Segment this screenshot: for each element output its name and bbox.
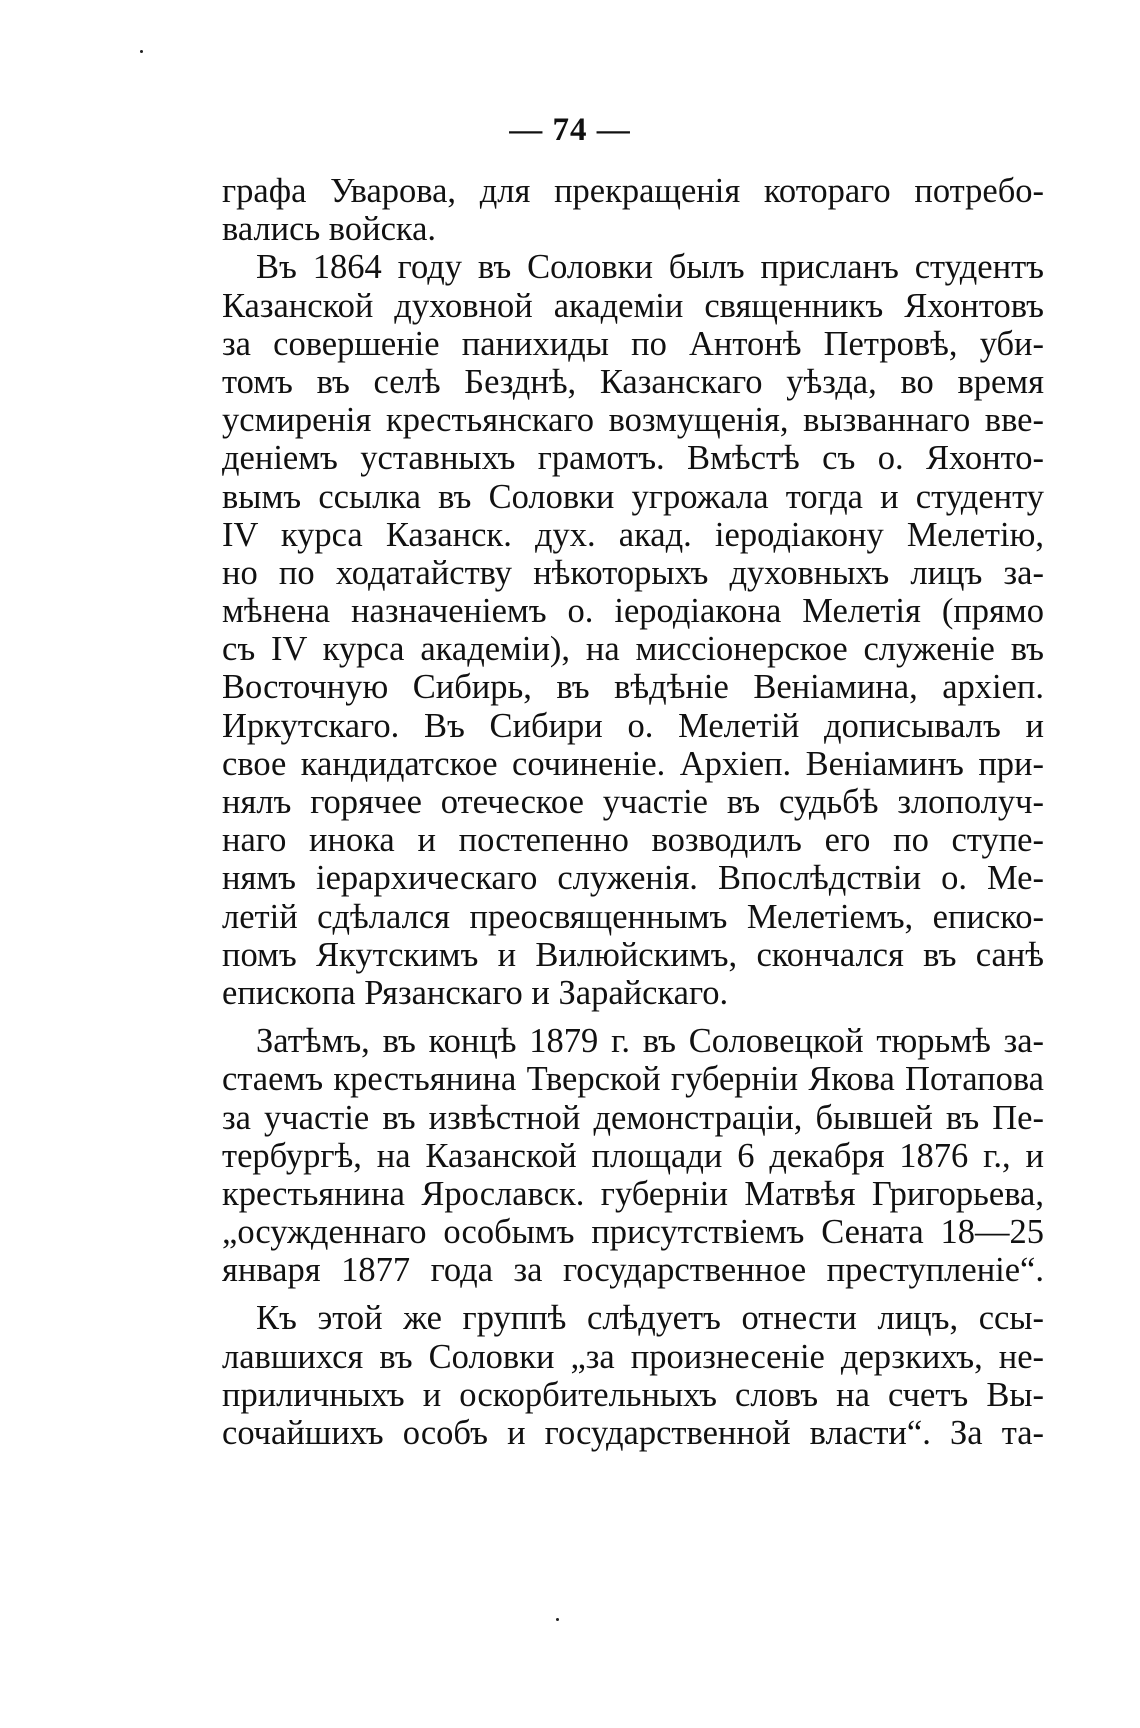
text-line: стаемъ крестьянина Тверской губерніи Якова Потапова [222,1060,1044,1099]
text-line: нямъ іерархическаго служенія. Впослѣдствіи о. Ме- [222,859,1044,898]
text-line: усмиренія крестьянскаго возмущенія, вызваннаго вве- [222,401,1044,440]
text-line: Къ этой же группѣ слѣдуетъ отнести лицъ, ссы- [256,1299,1044,1338]
text-line: „осужденнаго особымъ присутствіемъ Сената 18—25 [222,1213,1044,1252]
text-line: епископа Рязанскаго и Зарайскаго. [222,973,729,1012]
text-line: томъ въ селѣ Безднѣ, Казанскаго уѣзда, во время [222,362,1044,401]
text-line: Иркутскаго. Въ Сибири о. Мелетій дописывалъ и [222,706,1044,745]
text-line: помъ Якутскимъ и Вилюйскимъ, скончался въ санѣ [222,935,1044,974]
text-line: летій сдѣлался преосвященнымъ Мелетіемъ, еписко- [222,897,1044,936]
text-line: деніемъ уставныхъ грамотъ. Вмѣстѣ съ о. Яхонто- [222,439,1044,478]
text-line: вымъ ссылка въ Соловки угрожала тогда и студенту [222,477,1044,516]
text-line: Казанской духовной академіи священникъ Яхонтовъ [222,286,1044,325]
text-line: Восточную Сибирь, въ вѣдѣніе Веніамина, архіеп. [222,668,1044,707]
text-line: лавшихся въ Соловки „за произнесеніе дерзкихъ, не- [222,1337,1044,1376]
text-line: графа Уварова, для прекращенія котораго потребо- [222,172,1044,210]
text-line: крестьянина Ярославск. губерніи Матвѣя Григорьева, [222,1174,1044,1213]
text-line: съ IV курса академіи), на миссіонерское служеніе въ [222,630,1044,669]
paragraph-4 [222,1299,1044,1452]
text-line: тербургѣ, на Казанской площади 6 декабря 1876 г., и [222,1136,1044,1175]
print-speck [140,50,143,53]
text-line: за совершеніе панихиды по Антонѣ Петровѣ, уби- [222,324,1044,363]
text-line: наго инока и постепенно возводилъ его по ступе- [222,821,1044,860]
text-line: сочайшихъ особъ и государственной власти“. За та- [222,1414,1044,1452]
text-line: но по ходатайству нѣкоторыхъ духовныхъ лицъ за- [222,553,1044,592]
text-line: января 1877 года за государственное преступленіе“. [222,1251,1044,1290]
text-line: нялъ горячее отеческое участіе въ судьбѣ злополуч- [222,783,1044,821]
text-line: IV курса Казанск. дух. акад. іеродіакону Мелетію, [222,515,1044,554]
text-line: за участіе въ извѣстной демонстраціи, бывшей въ Пе- [222,1098,1044,1137]
text-line: приличныхъ и оскорбительныхъ словъ на счетъ Вы- [222,1375,1044,1414]
text-line: свое кандидатское сочиненіе. Архіеп. Веніаминъ при- [222,744,1044,783]
page-number: — 74 — [509,112,631,148]
paragraph-3 [222,1022,1044,1289]
text-line: Затѣмъ, въ концѣ 1879 г. въ Соловецкой тюрьмѣ за- [256,1022,1044,1061]
text-line: вались войска. [222,210,437,249]
paragraph-2 [222,248,1044,1012]
text-line: Въ 1864 году въ Соловки былъ присланъ студентъ [256,248,1044,287]
body-text [222,172,1044,1452]
text-line: мѣнена назначеніемъ о. іеродіакона Мелетія (прямо [222,592,1044,631]
print-speck [556,1618,559,1621]
paragraph-1 [222,172,1044,248]
